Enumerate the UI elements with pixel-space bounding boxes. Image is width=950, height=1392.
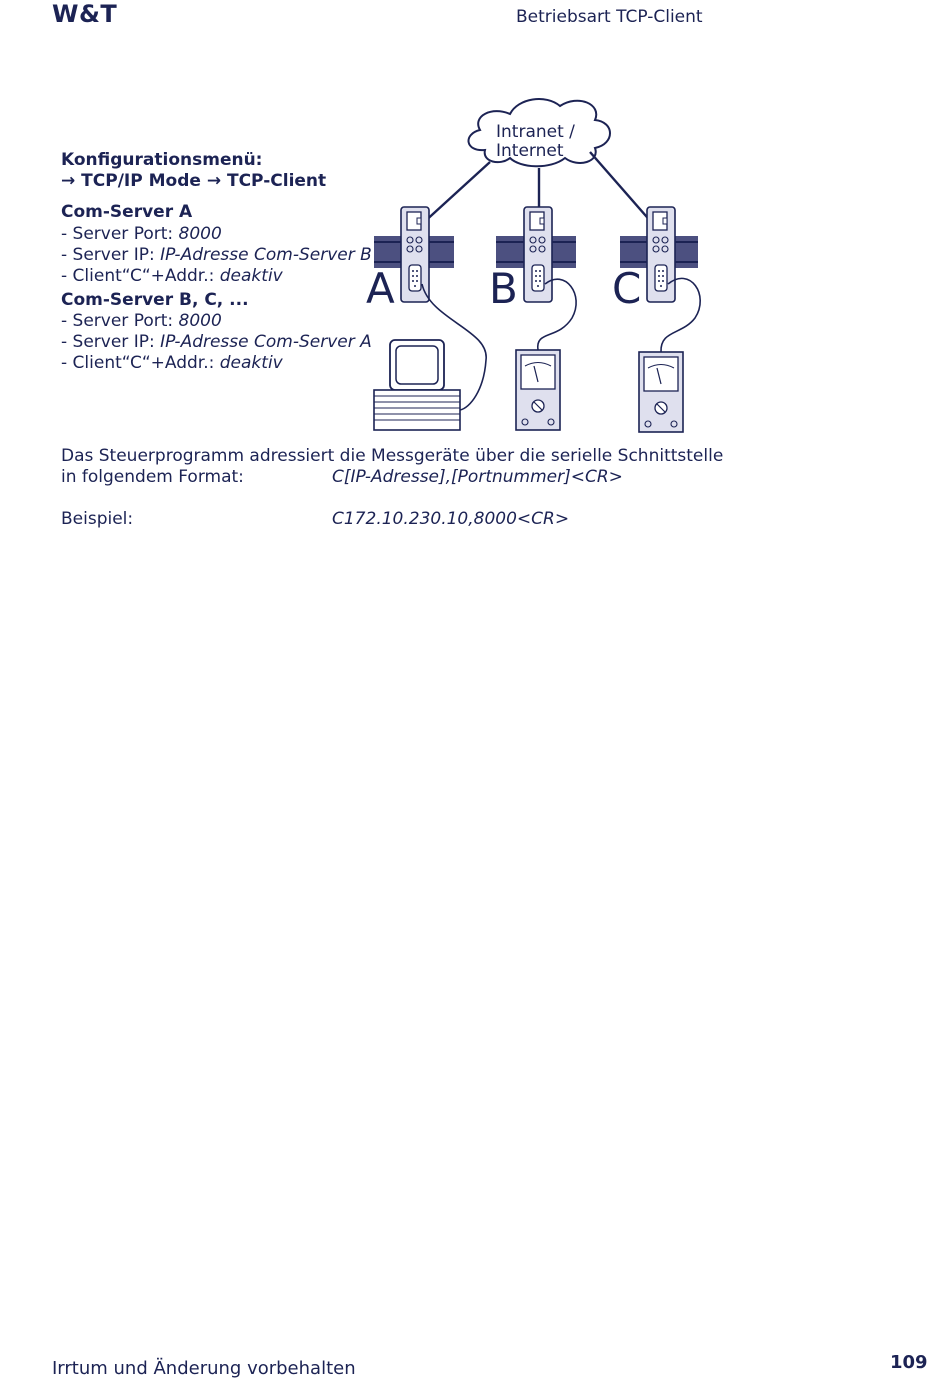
server-b-port: [61, 311, 222, 332]
label-c: C: [612, 264, 642, 313]
server-b-client-label: - Client“C“+Addr.:: [61, 353, 220, 373]
brand-logo-text: W&T: [52, 0, 118, 28]
server-b-ip-value: IP-Adresse Com-Server A: [160, 332, 372, 352]
server-b-client: [61, 353, 283, 374]
server-a-ip-value: IP-Adresse Com-Server B: [160, 245, 372, 265]
cloud-label-line1: Intranet /: [496, 122, 575, 142]
config-menu-path: → TCP/IP Mode → TCP-Client: [61, 171, 327, 191]
format-label: in folgendem Format:: [61, 467, 244, 487]
cloud-label-line2: Internet: [496, 141, 564, 161]
com-server-a-device: [401, 207, 429, 302]
server-a-port-label: - Server Port:: [61, 224, 179, 244]
server-a-port: [61, 224, 222, 245]
server-a-client-value: deaktiv: [219, 266, 283, 286]
com-server-c-device: [647, 207, 675, 302]
example-value: C172.10.230.10,8000<CR>: [332, 509, 570, 529]
computer-icon: [374, 340, 460, 430]
body-line-1: Das Steuerprogramm adressiert die Messgeräte über die serielle Schnittstelle: [61, 446, 724, 466]
server-a-client-label: - Client“C“+Addr.:: [61, 266, 220, 286]
server-a-ip-label: - Server IP:: [61, 245, 161, 265]
example-label: Beispiel:: [61, 509, 134, 529]
label-b: B: [489, 264, 518, 313]
server-b-client-value: deaktiv: [219, 353, 283, 373]
format-value: C[IP-Adresse],[Portnummer]<CR>: [332, 467, 623, 487]
footer-note: Irrtum und Änderung vorbehalten: [52, 1358, 356, 1379]
server-b-title: Com-Server B, C, ...: [61, 290, 249, 310]
com-server-b-device: [524, 207, 552, 302]
network-diagram: [360, 90, 720, 440]
section-title: Betriebsart TCP-Client: [516, 7, 703, 27]
label-a: A: [366, 264, 395, 313]
network-line-a: [422, 162, 490, 224]
server-b-ip-label: - Server IP:: [61, 332, 161, 352]
server-b-ip: [61, 332, 372, 353]
network-line-c: [590, 152, 653, 224]
server-b-port-value: 8000: [178, 311, 222, 331]
server-a-ip: [61, 245, 372, 266]
server-a-title: Com-Server A: [61, 202, 193, 222]
server-a-port-value: 8000: [178, 224, 222, 244]
page-number: 109: [890, 1352, 928, 1373]
config-menu-heading: Konfigurationsmenü:: [61, 150, 263, 170]
meter-c-icon: [639, 352, 683, 432]
server-a-client: [61, 266, 283, 287]
meter-b-icon: [516, 350, 560, 430]
server-b-port-label: - Server Port:: [61, 311, 179, 331]
